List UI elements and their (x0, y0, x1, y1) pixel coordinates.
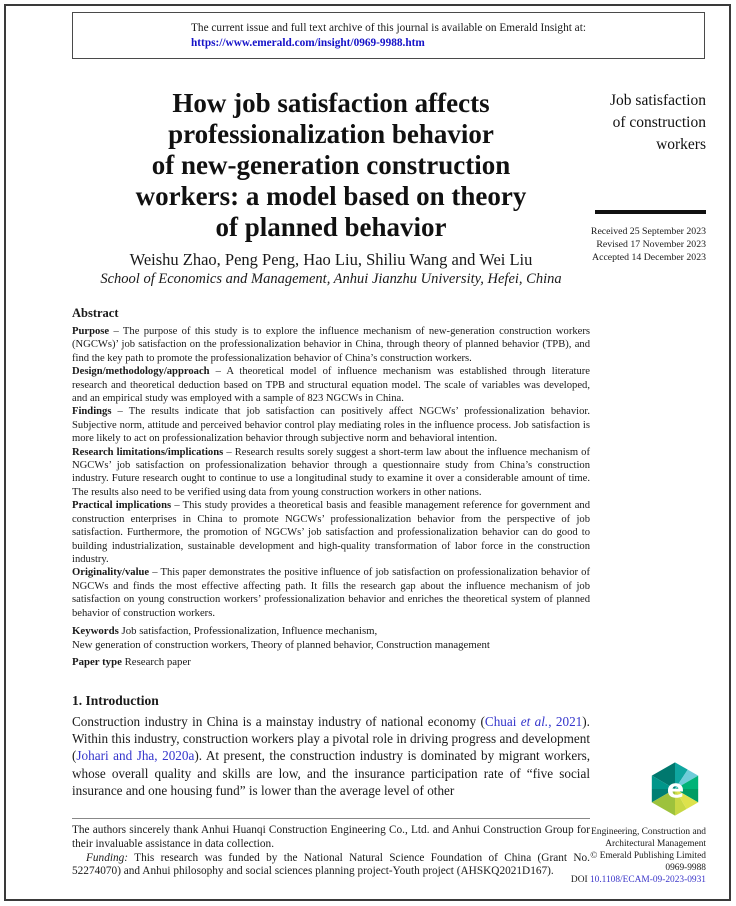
abstract-text: The purpose of this study is to explore the influence mechanism of new-generation construction workers (NGCWs)’ job satisfaction on the professionalization behavior in China, through theory of planned behavior (TPB), and find the key path to promote the professionalization behavior of China’s construction workers. (72, 326, 590, 364)
article-history (585, 225, 706, 265)
abstract-label: Originality/value (72, 567, 150, 579)
emerald-logo-icon (646, 757, 704, 821)
doi-label: DOI (570, 875, 590, 885)
article-title (72, 88, 590, 243)
title-line: How job satisfaction affects (172, 88, 490, 118)
journal-imprint (545, 826, 706, 886)
affiliation-line: School of Economics and Management, Anhui Jianzhu University, Hefei, China (100, 271, 562, 287)
received-date: Received 25 September 2023 (590, 226, 706, 237)
abstract-text: This study provides a theoretical basis and feasible management reference for government and construction enterprises in China to promote NGCWs’ professionalization behavior from the perspective of job satisfaction. Furthermore, the promotion of NGCWs’ job satisfaction and professionalization behavior can do good to building industrialization, sustainable development and high-quality transformation of labor force in the construction industry. (72, 500, 590, 565)
paper-type-line (72, 656, 590, 670)
introduction-paragraph (72, 713, 590, 799)
running-head-line: Job satisfaction (610, 92, 706, 109)
abstract-findings (72, 405, 590, 445)
abstract-label: Design/methodology/approach (72, 366, 210, 378)
funding-body: This research was funded by the National Natural Science Foundation of China (Grant No. 52274070) and Anhui philosophy and social sciences planning project-Youth project (AHSKQ2021D167). (72, 851, 590, 878)
intro-text: Construction industry in China is a mainstay industry of national economy ( (72, 714, 485, 729)
abstract-separator: – (209, 366, 227, 378)
abstract-text: The results indicate that job satisfaction can positively affect NGCWs’ professionalization behavior. Subjective norm, attitude and perceived behavior control play mediating roles in the influence process. Job satisfaction is more likely to act on professionalization behavior through subjective norm and behavioral intention. (72, 406, 591, 445)
abstract-label: Research limitations/implications (72, 446, 224, 458)
acknowledgement-text: The authors sincerely thank Anhui Huanqi Construction Engineering Co., Ltd. and Anhui Construction Group for their invaluable assistance in data collection. (72, 824, 590, 850)
abstract-text: Research results sorely suggest a short-term law about the influence mechanism of NGCWs’ job satisfaction on professionalization behavior through a questionnaire study from China’s construction industry. Future research ought to continue to use a longitudinal study to examine it over a considerable amount of time. The results also need to be verified using data from young construction workers in other nations. (72, 446, 591, 498)
paper-type-label: Paper type (72, 656, 122, 669)
abstract-practical (72, 499, 590, 566)
journal-name-line: Architectural Management (605, 839, 706, 849)
issn-line: 0969-9988 (665, 863, 706, 873)
abstract-heading: Abstract (72, 306, 119, 320)
title-line: of planned behavior (215, 212, 447, 242)
abstract-text: A theoretical model of influence mechanism was established through literature research and theoretical deduction based on TPB and structural equation model. The scale of variables was developed, and an empirical study was employed with a sample of 823 NGCWs in China. (72, 366, 590, 405)
abstract-limitations (72, 446, 590, 500)
citation-year: , 2021 (548, 714, 583, 729)
title-line: professionalization behavior (168, 119, 494, 149)
abstract-text: This paper demonstrates the positive influence of job satisfaction on professionalization behavior of NGCWs and finds the most effective affecting path. It fills the research gap about the influence mechanism of job satisfaction on young construction workers’ professionalization behavior and enriches the theoretical system of planned behavior of construction workers. (72, 567, 590, 619)
logo-letter-e: e (666, 774, 685, 805)
keywords-text: Job satisfaction, Professionalization, Influence mechanism, (118, 624, 378, 637)
publisher-line: © Emerald Publishing Limited (590, 851, 706, 861)
running-head-line: of construction (612, 114, 706, 131)
funding-label: Funding: (86, 851, 129, 864)
citation-link-chuai-2021[interactable] (485, 714, 582, 729)
abstract-separator: – (111, 406, 129, 418)
abstract-separator: – (223, 446, 235, 458)
citation-etal: et al. (520, 714, 549, 729)
abstract-section (72, 306, 590, 670)
citation-text: Chuai (484, 714, 521, 729)
footnote-section (72, 824, 590, 879)
introduction-heading: 1. Introduction (72, 693, 159, 708)
running-head (595, 90, 706, 156)
abstract-design (72, 365, 590, 405)
abstract-label: Findings (72, 406, 112, 418)
availability-notice: The current issue and full text archive of this journal is available on Emerald Insight at: (191, 22, 586, 34)
citation-link-johari-jha-2020a[interactable]: Johari and Jha, 2020a (76, 748, 195, 764)
title-line: of new-generation construction (151, 150, 511, 180)
emerald-logo (646, 757, 704, 821)
authors-line: Weishu Zhao, Peng Peng, Hao Liu, Shiliu Wang and Wei Liu (129, 250, 533, 269)
abstract-label: Purpose (72, 326, 110, 337)
introduction-section (72, 693, 590, 799)
funding-text (72, 852, 590, 880)
keywords-line (72, 625, 590, 652)
abstract-label: Practical implications (72, 500, 172, 512)
keywords-label: Keywords (72, 624, 119, 637)
abstract-separator: – (171, 500, 183, 512)
keywords-text: New generation of construction workers, Theory of planned behavior, Construction management (72, 638, 490, 651)
journal-archive-link[interactable]: https://www.emerald.com/insight/0969-9988.htm (191, 36, 425, 49)
paper-type-value: Research paper (121, 656, 191, 669)
accepted-date: Accepted 14 December 2023 (592, 252, 706, 264)
footnote-rule (72, 818, 590, 819)
running-head-line: workers (656, 136, 706, 153)
abstract-purpose (72, 325, 590, 365)
doi-line (545, 874, 706, 886)
intro-text: ). Within this industry, construction workers play a pivotal role in driving progress and development ( (72, 714, 590, 764)
sidebar-rule (595, 210, 706, 214)
title-block (72, 88, 590, 288)
doi-link[interactable]: 10.1108/ECAM-09-2023-0931 (589, 875, 706, 885)
abstract-separator: – (149, 567, 161, 579)
journal-name-line: Engineering, Construction and (591, 827, 706, 837)
intro-text: ). At present, the construction industry is dominated by migrant workers, whose overall quality and skills are low, and the insurance participation rate of “five social insurance and one housing fund” is lower than the average level of other (72, 748, 591, 798)
availability-box (72, 12, 705, 59)
abstract-separator: – (109, 326, 123, 337)
abstract-originality (72, 566, 590, 620)
revised-date: Revised 17 November 2023 (596, 239, 706, 251)
title-line: workers: a model based on theory (135, 181, 527, 211)
